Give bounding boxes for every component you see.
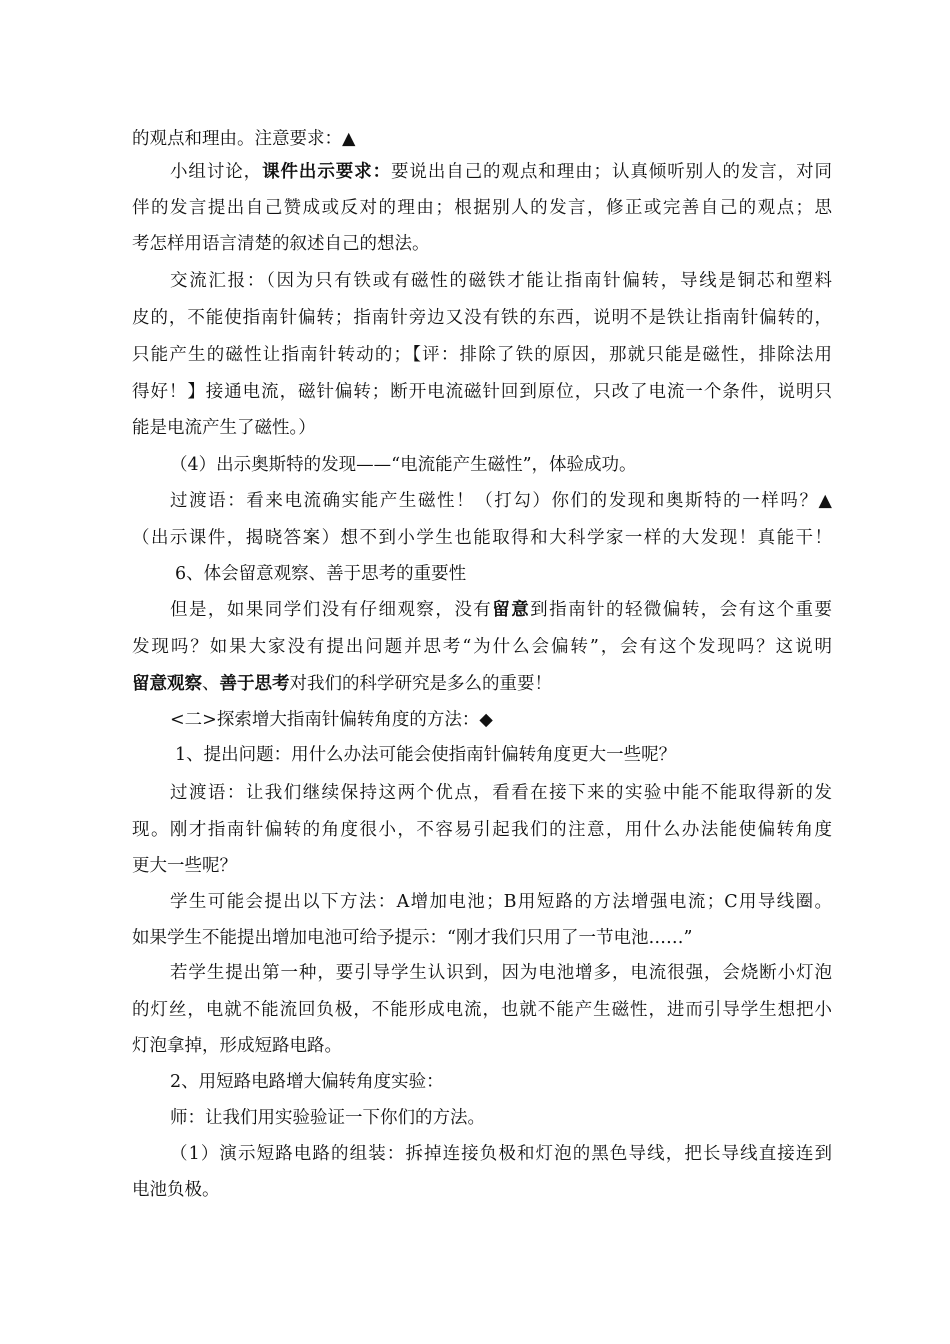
text-line: 学生可能会提出以下方法：A增加电池；B用短路的方法增强电流；C用导线圈。 — [170, 892, 832, 912]
bold-phrase: 善于思考 — [219, 674, 290, 694]
text-line: 电池负极。 — [132, 1180, 220, 1200]
bold-phrase: 课件出示要求： — [262, 162, 391, 182]
text-line: 得好！】接通电流，磁针偏转；断开电流磁针回到原位，只改了电流一个条件，说明只 — [132, 382, 832, 402]
section-heading: <二>探索增大指南针偏转角度的方法：◆ — [170, 710, 493, 730]
text-line: 若学生提出第一种，要引导学生认识到，因为电池增多，电流很强，会烧断小灯泡 — [170, 963, 832, 983]
text-line: 师：让我们用实验验证一下你们的方法。 — [170, 1108, 485, 1128]
text-line: 现。刚才指南针偏转的角度很小，不容易引起我们的注意，用什么办法能使偏转角度 — [132, 820, 832, 840]
text-line: 皮的，不能使指南针偏转；指南针旁边又没有铁的东西，说明不是铁让指南针偏转的， — [132, 308, 832, 328]
text-line: 伴的发言提出自己赞成或反对的理由；根据别人的发言，修正或完善自己的观点；思 — [132, 198, 832, 218]
text-line: （出示课件，揭晓答案）想不到小学生也能取得和大科学家一样的大发现！真能干！ — [132, 528, 832, 548]
text-line: 考怎样用语言清楚的叙述自己的想法。 — [132, 234, 430, 254]
text-line: 的观点和理由。注意要求：▲ — [132, 129, 356, 149]
bold-phrase: 留意观察 — [132, 674, 202, 694]
text-line: （1）演示短路电路的组装：拆掉连接负极和灯泡的黑色导线，把长导线直接连到 — [170, 1144, 832, 1164]
text-line: 能是电流产生了磁性。） — [132, 418, 316, 438]
text-line: 交流汇报：（因为只有铁或有磁性的磁铁才能让指南针偏转，导线是铜芯和塑料 — [170, 271, 832, 291]
section-heading: 6、体会留意观察、善于思考的重要性 — [175, 564, 467, 584]
bold-phrase: 留意 — [492, 600, 531, 620]
text-line: （4）出示奥斯特的发现——“电流能产生磁性”，体验成功。 — [170, 455, 637, 475]
text-line: 过渡语：让我们继续保持这两个优点，看看在接下来的实验中能不能取得新的发 — [170, 783, 832, 803]
text-line: 但是，如果同学们没有仔细观察，没有留意到指南针的轻微偏转，会有这个重要 — [170, 600, 833, 620]
text-line: 只能产生的磁性让指南针转动的；【评：排除了铁的原因，那就只能是磁性，排除法用 — [132, 345, 832, 365]
text-line: 发现吗？如果大家没有提出问题并思考“为什么会偏转”，会有这个发现吗？这说明 — [132, 637, 832, 657]
text-line: 留意观察、善于思考对我们的科学研究是多么的重要！ — [132, 674, 552, 694]
text-line: 的灯丝，电就不能流回负极，不能形成电流，也就不能产生磁性，进而引导学生想把小 — [132, 1000, 832, 1020]
text-line: 小组讨论，课件出示要求：要说出自己的观点和理由；认真倾听别人的发言，对同 — [170, 162, 833, 182]
text-line: 过渡语：看来电流确实能产生磁性！（打勾）你们的发现和奥斯特的一样吗？▲ — [170, 491, 832, 511]
text-line: 更大一些呢？ — [132, 856, 237, 876]
text-line: 1、提出问题：用什么办法可能会使指南针偏转角度更大一些呢？ — [175, 745, 677, 765]
section-heading: 2、用短路电路增大偏转角度实验： — [170, 1072, 444, 1092]
text-line: 灯泡拿掉，形成短路电路。 — [132, 1036, 342, 1056]
text-line: 如果学生不能提出增加电池可给予提示：“刚才我们只用了一节电池……” — [132, 928, 693, 948]
